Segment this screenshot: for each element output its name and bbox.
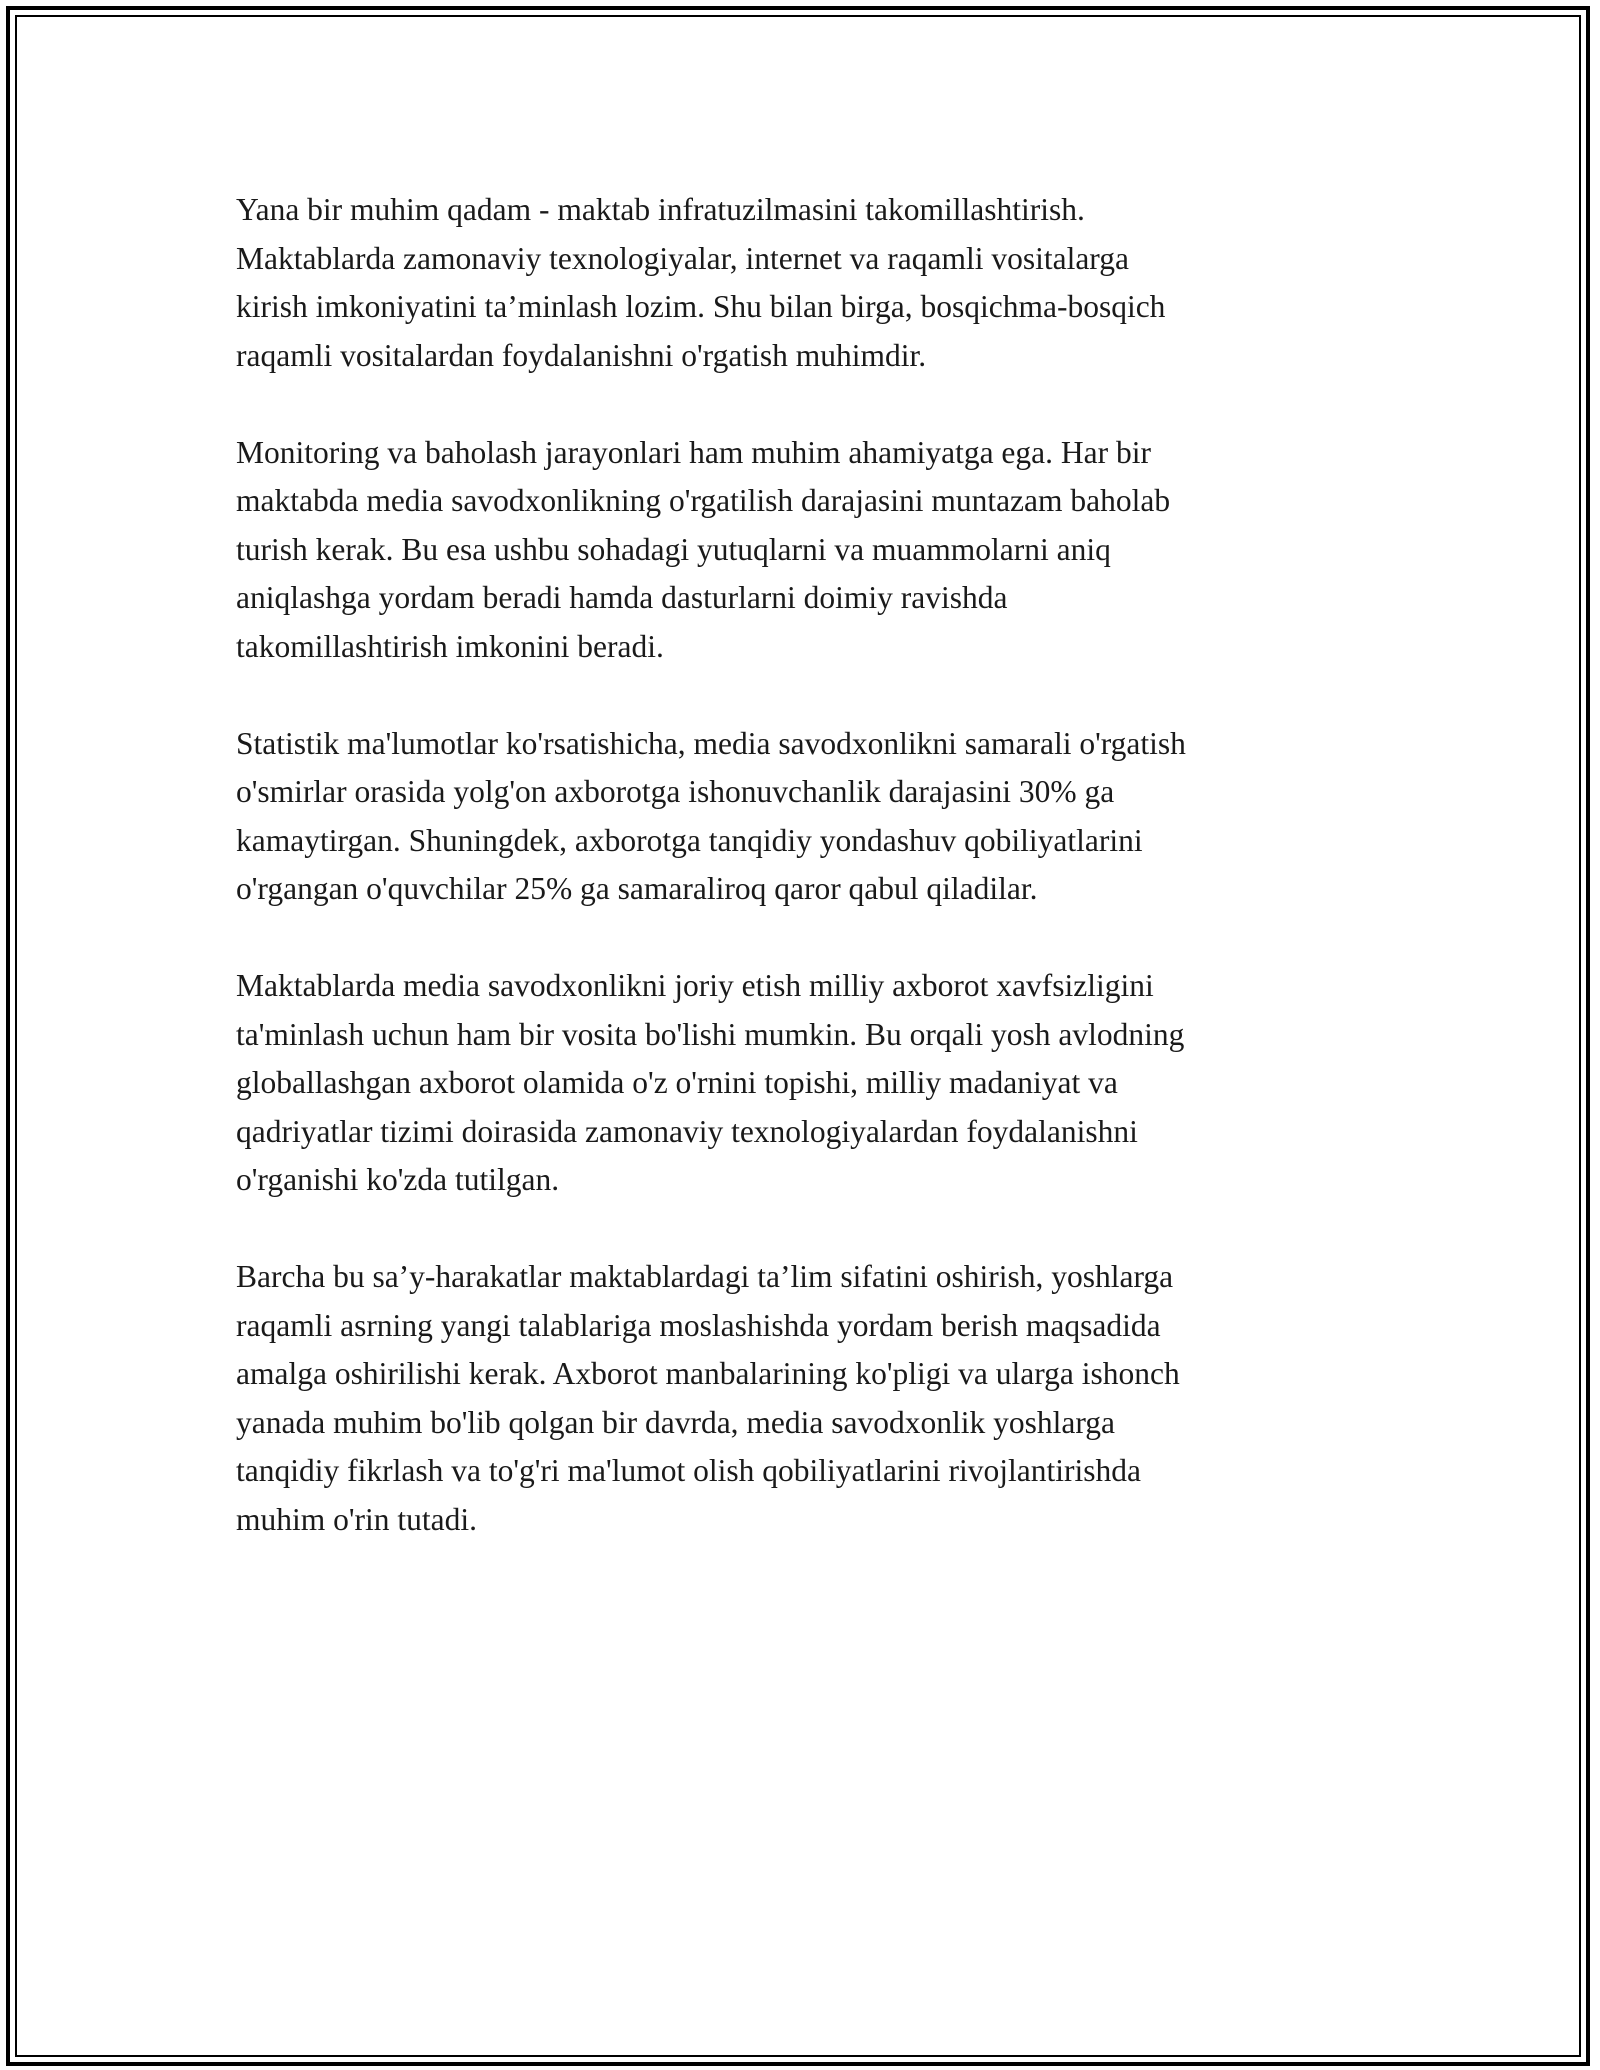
document-body: [236, 186, 1366, 1593]
paragraph-security: Maktablarda media savodxonlikni joriy etish milliy axborot xavfsizligini ta'minlash uchun ham bir vosita bo'lishi mumkin. Bu orqali yosh avlodning globallashgan axborot olamida o'z o'rnini topishi, milliy madaniyat va qadriyatlar tizimi doirasida zamonaviy texnologiyalardan foydalanishni o'rganishi ko'zda tutilgan.: [236, 968, 1185, 1197]
paragraph-statistics: Statistik ma'lumotlar ko'rsatishicha, media savodxonlikni samarali o'rgatish o'smirlar orasida yolg'on axborotga ishonuvchanlik darajasini 30% ga kamaytirgan. Shuningdek, axborotga tanqidiy yondashuv qobiliyatlarini o'rgangan o'quvchilar 25% ga samaraliroq qaror qabul qiladilar.: [236, 725, 1186, 906]
paragraph-monitoring: Monitoring va baholash jarayonlari ham muhim ahamiyatga ega. Har bir maktabda media savodxonlikning o'rgatilish darajasini muntazam baholab turish kerak. Bu esa ushbu sohadagi yutuqlarni va muammolarni aniq aniqlashga yordam beradi hamda dasturlarni doimiy ravishda takomillashtirish imkonini beradi.: [236, 434, 1171, 664]
paragraph-conclusion: Barcha bu sa’y-harakatlar maktablardagi ta’lim sifatini oshirish, yoshlarga raqamli asrning yangi talablariga moslashishda yordam berish maqsadida amalga oshirilishi kerak. Axborot manbalarining ko'pligi va ularga ishonch yanada muhim bo'lib qolgan bir davrda, media savodxonlik yoshlarga tanqidiy fikrlash va to'g'ri ma'lumot olish qobiliyatlarini rivojlantirishda muhim o'rin tutadi.: [236, 1259, 1180, 1537]
paragraph-infrastructure: Yana bir muhim qadam - maktab infratuzilmasini takomillashtirish. Maktablarda zamonaviy texnologiyalar, internet va raqamli vositalarga kirish imkoniyatini ta’minlash lozim. Shu bilan birga, bosqichma-bosqich raqamli vositalardan foydalanishni o'rgatish muhimdir.: [236, 192, 1166, 373]
